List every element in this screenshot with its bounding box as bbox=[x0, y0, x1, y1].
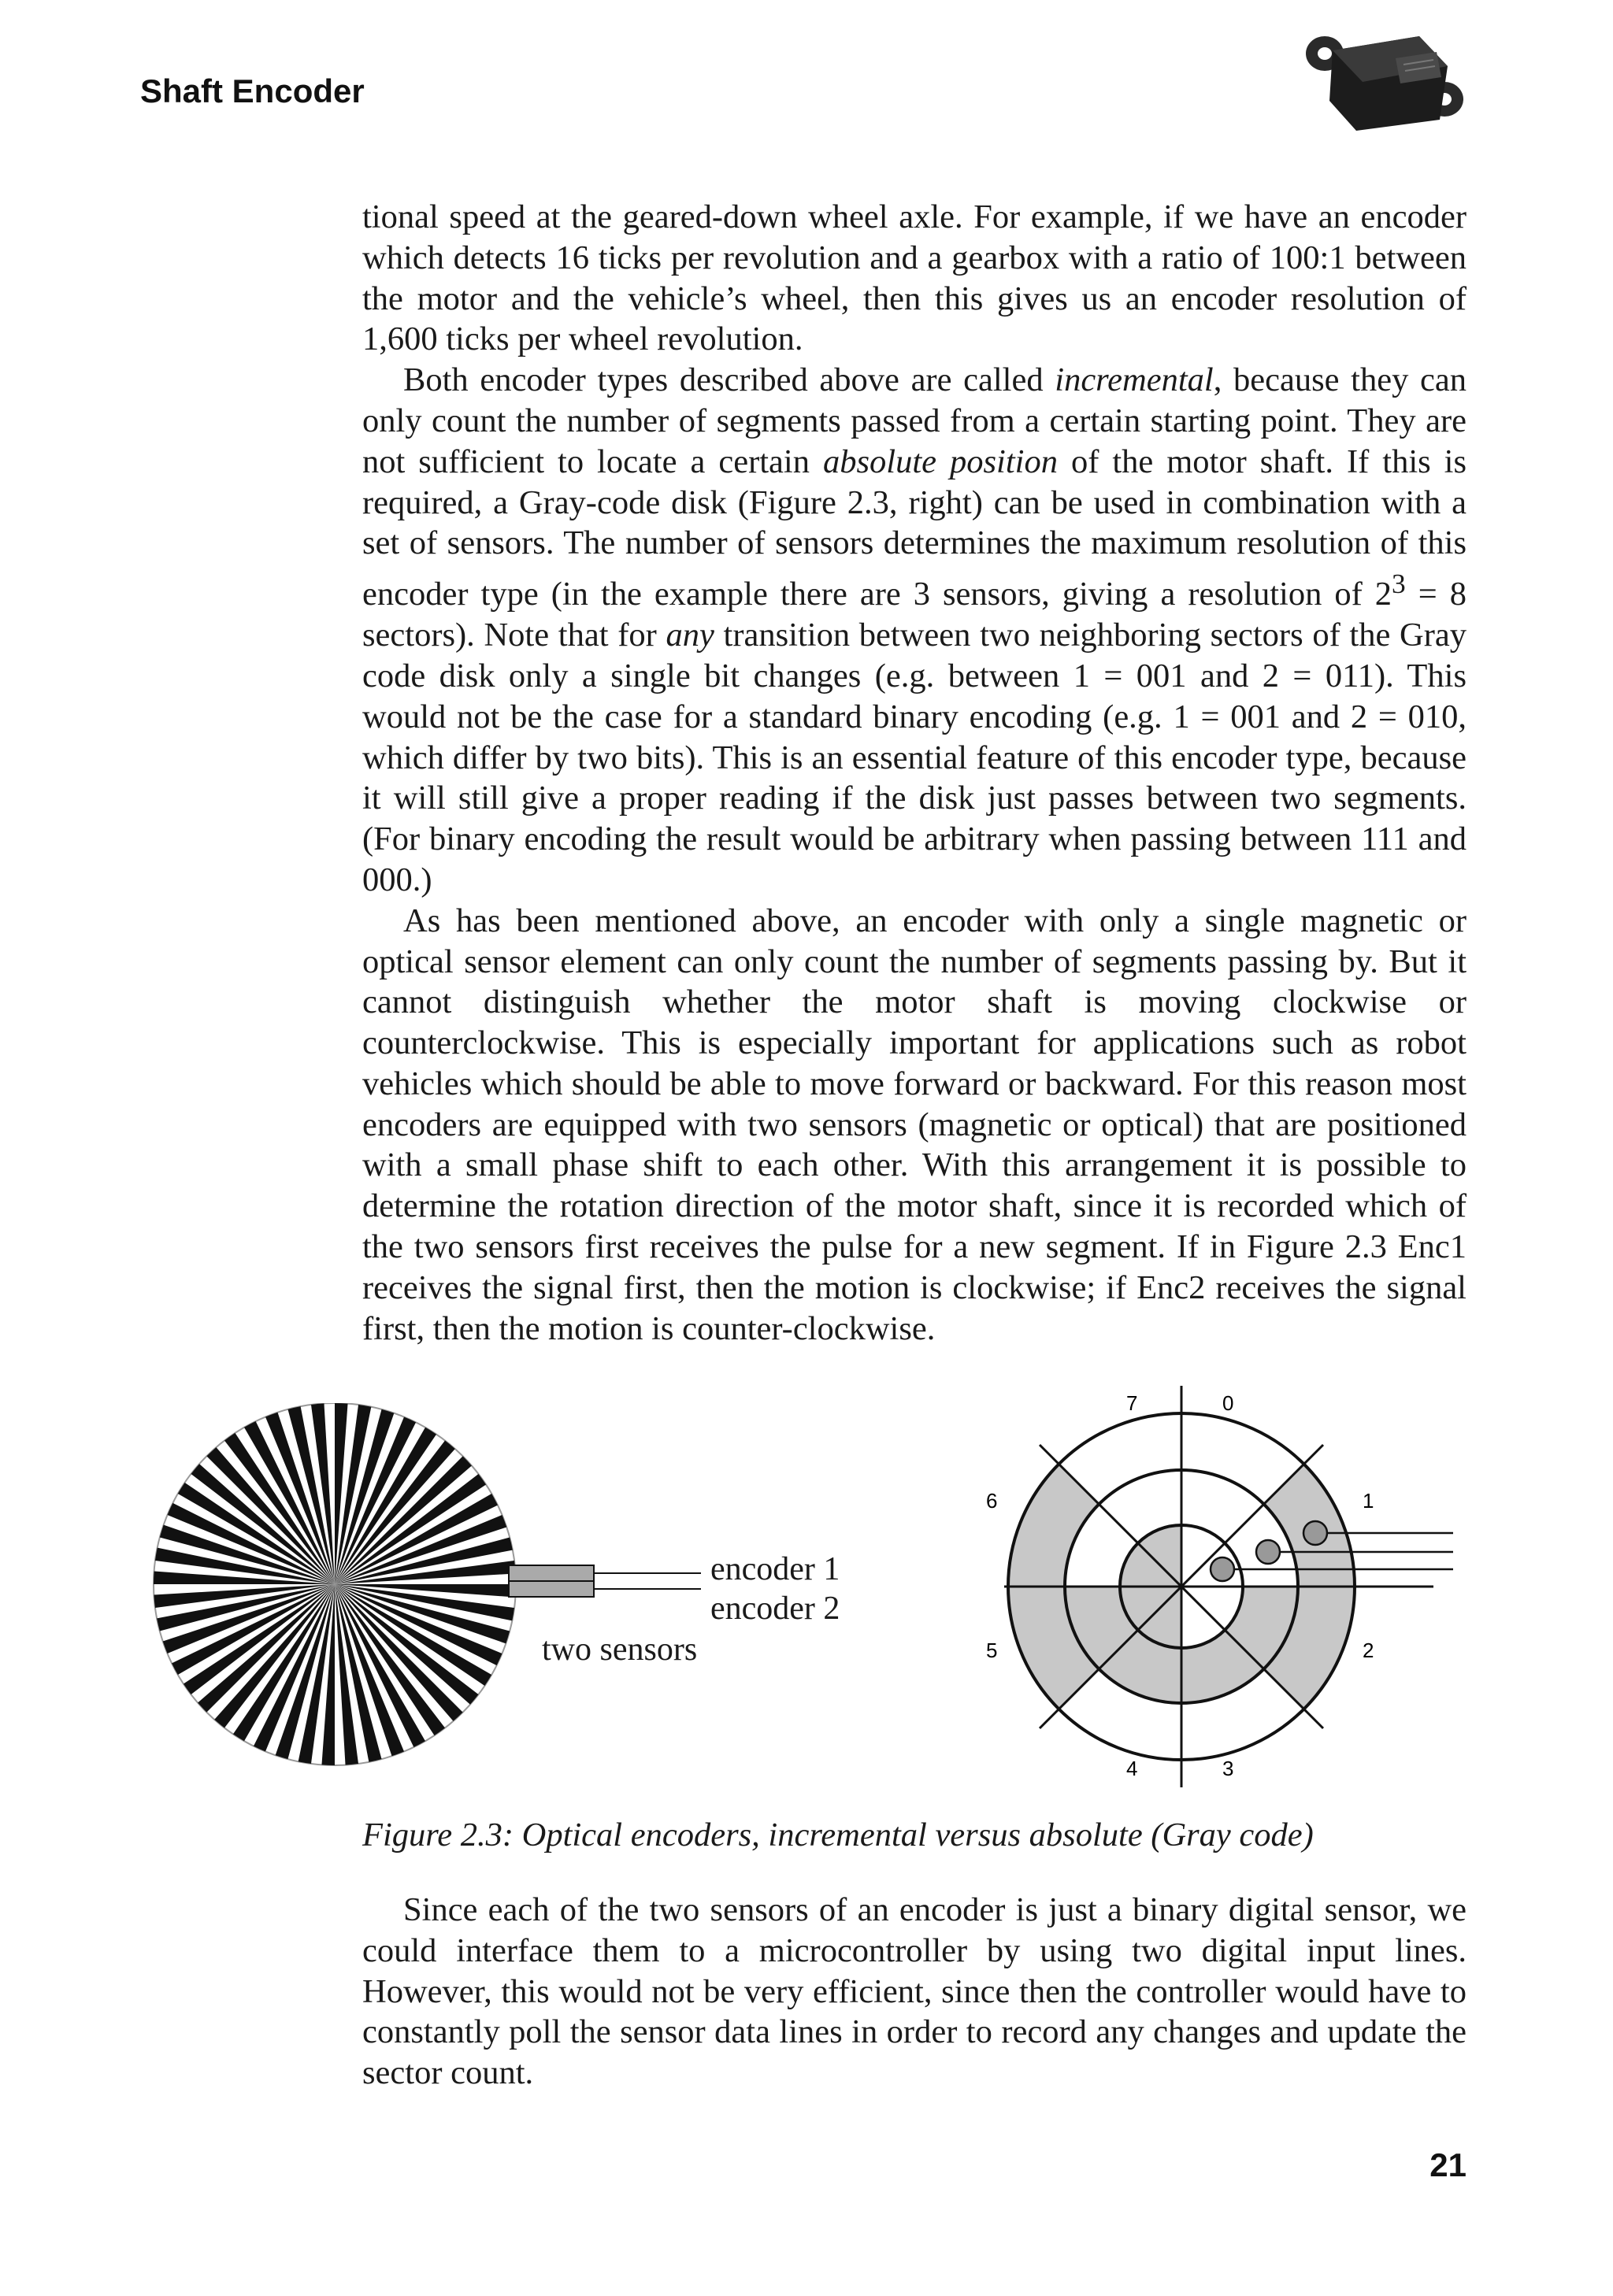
figure-caption: Figure 2.3: Optical encoders, incremental versus absolute (Gray code) bbox=[362, 1816, 1314, 1853]
page-number: 21 bbox=[1429, 2146, 1467, 2183]
paragraph-1: tional speed at the geared-down wheel axle. For example, if we have an encoder which detects 16 ticks per revolution and a gearbox with a ratio of 100:1 between the motor and the vehicle’s wheel, then this gives us an encoder resolution of 1,600 ticks per wheel revolution. bbox=[362, 198, 1467, 358]
body-text-after-figure bbox=[362, 1890, 1467, 2094]
sector-label-2: 2 bbox=[1363, 1639, 1374, 1662]
sector-label-4: 4 bbox=[1126, 1757, 1138, 1780]
sector-label-5: 5 bbox=[986, 1639, 998, 1662]
paragraph-2: Both encoder types described above are called incremental, because they can only count the number of segments passed from a certain starting point. They are not sufficient to locate a certain absolute position of the motor shaft. If this is required, a Gray-code disk (Figure 2.3, right) can be used in combination with a set of sensors. The number of sensors determines the maximum resolution of this encoder type (in the example there are 3 sensors, giving a resolution of $2^3 = 8$ sectors). Note that for any transition between two neighboring sectors of the Gray code disk only a single bit changes (e.g. between 1 = 001 and 2 = 011). This would not be the case for a standard binary encoding (e.g. 1 = 001 and 2 = 010, which differ by two bits). This is an essential feature of this encoder type, because it will still give a proper reading if the disk just passes between two segments. (For binary encoding the result would be arbitrary when passing between 111 and 000.) bbox=[362, 361, 1467, 898]
paragraph-3: As has been mentioned above, an encoder with only a single magnetic or optical sensor element can only count the number of segments passing by. But it cannot distinguish whether the motor shaft is moving clockwise or counterclockwise. This is especially important for applications such as robot vehicles which should be able to move forward or backward. For this reason most encoders are equipped with two sensors (magnetic or optical) that are positioned with a small phase shift to each other. With this arrangement it is possible to determine the rotation direction of the motor shaft, since it is recorded which of the two sensors first receives the pulse for a new segment. If in Figure 2.3 Enc1 receives the signal first, then the motion is clockwise; if Enc2 receives the signal first, then the motion is counter-clockwise. bbox=[362, 902, 1467, 1347]
sector-label-1: 1 bbox=[1363, 1489, 1374, 1513]
gray-code-disk-figure bbox=[969, 1374, 1473, 1799]
incremental-encoder-figure bbox=[150, 1403, 858, 1781]
gray-sensor-1 bbox=[1303, 1521, 1327, 1545]
running-header: Shaft Encoder bbox=[140, 72, 365, 109]
sector-label-3: 3 bbox=[1222, 1757, 1234, 1780]
label-encoder-2: encoder 2 bbox=[710, 1591, 840, 1627]
body-text-main bbox=[362, 197, 1467, 1349]
sensor-2 bbox=[509, 1581, 594, 1597]
label-encoder-1: encoder 1 bbox=[710, 1551, 840, 1587]
sensor-1 bbox=[509, 1565, 594, 1581]
gray-sensor-2 bbox=[1256, 1540, 1280, 1564]
sector-label-6: 6 bbox=[986, 1489, 998, 1513]
gray-sensor-3 bbox=[1211, 1557, 1234, 1581]
sector-label-7: 7 bbox=[1126, 1391, 1138, 1415]
sector-label-0: 0 bbox=[1222, 1391, 1234, 1415]
incremental-encoder-disk bbox=[154, 1403, 516, 1765]
sensor-photo-icon bbox=[1301, 19, 1467, 137]
paragraph-4: Since each of the two sensors of an encoder is just a binary digital sensor, we could interface them to a microcontroller by using two digital input lines. However, this would not be very efficient, since then the controller would have to constantly poll the sensor data lines in order to record any changes and update the sector count. bbox=[362, 1891, 1467, 2092]
label-two-sensors: two sensors bbox=[542, 1631, 698, 1668]
